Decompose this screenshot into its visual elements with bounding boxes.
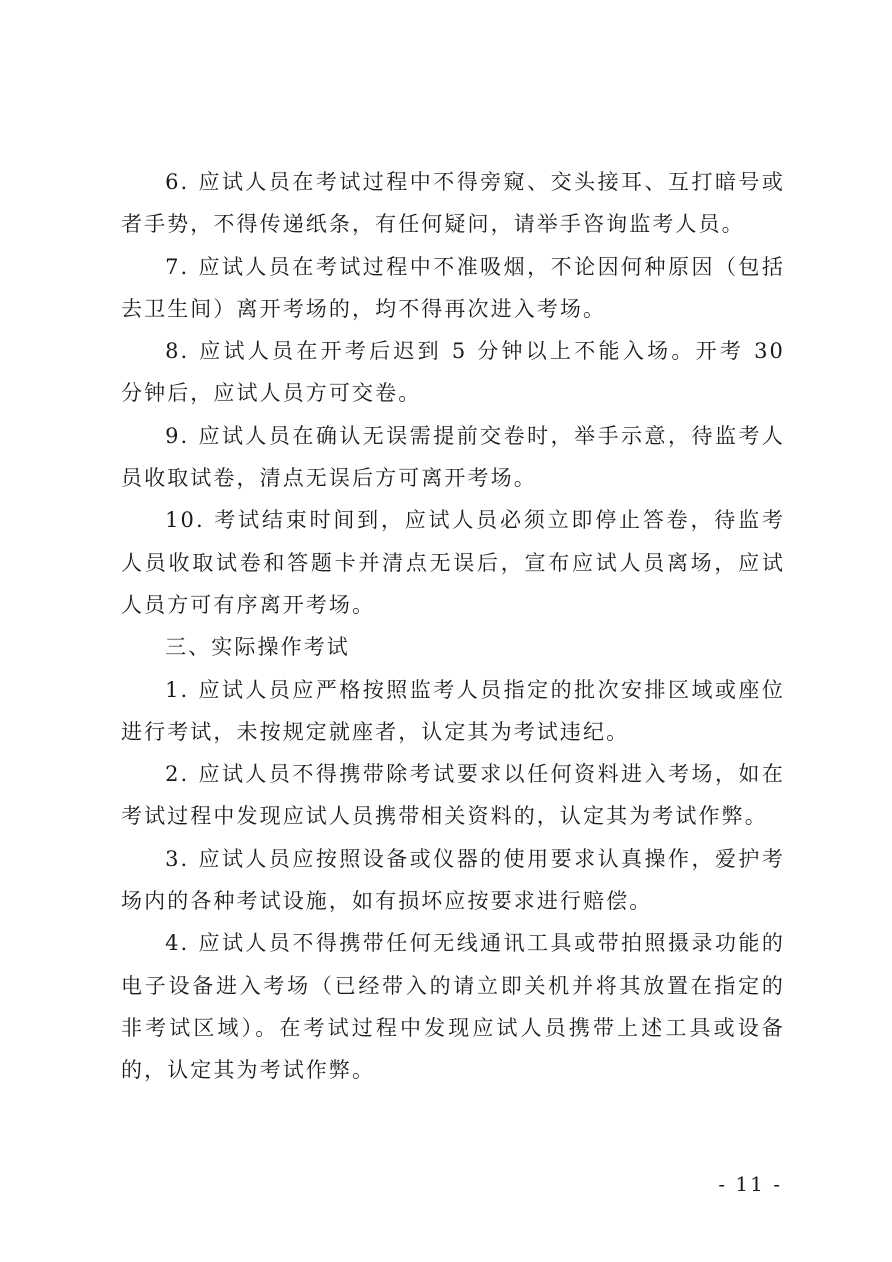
- practical-rule-4-paragraph: 4. 应试人员不得携带任何无线通讯工具或带拍照摄录功能的电子设备进入考场（已经带入的请立即关机并将其放置在指定的非考试区域）。在考试过程中发现应试人员携带上述工具或设备的，认定其为考试作弊。: [121, 931, 785, 1083]
- section-heading-practical-exam: 三、实际操作考试: [165, 635, 350, 660]
- rule-7-paragraph: 7. 应试人员在考试过程中不准吸烟，不论因何种原因（包括去卫生间）离开考场的，均不得再次进入考场。: [121, 254, 785, 321]
- rule-6-paragraph: 6. 应试人员在考试过程中不得旁窥、交头接耳、互打暗号或者手势，不得传递纸条，有任何疑问，请举手咨询监考人员。: [121, 170, 785, 237]
- practical-rule-3-paragraph: 3. 应试人员应按照设备或仪器的使用要求认真操作，爱护考场内的各种考试设施，如有损坏应按要求进行赔偿。: [121, 846, 785, 914]
- page-number: - 11 -: [718, 1172, 782, 1196]
- rule-8-paragraph: 8. 应试人员在开考后迟到 5 分钟以上不能入场。开考 30 分钟后，应试人员方可交卷。: [121, 339, 785, 406]
- rule-10-paragraph: 10. 考试结束时间到，应试人员必须立即停止答卷，待监考人员收取试卷和答题卡并清点无误后，宣布应试人员离场，应试人员方可有序离开考场。: [121, 508, 785, 617]
- rule-9-paragraph: 9. 应试人员在确认无误需提前交卷时，举手示意，待监考人员收取试卷，清点无误后方可离开考场。: [121, 423, 785, 491]
- document-body: [121, 161, 785, 1092]
- practical-rule-2-paragraph: 2. 应试人员不得携带除考试要求以任何资料进入考场，如在考试过程中发现应试人员携带相关资料的，认定其为考试作弊。: [121, 762, 785, 829]
- practical-rule-1-paragraph: 1. 应试人员应严格按照监考人员指定的批次安排区域或座位进行考试，未按规定就座者，认定其为考试违纪。: [121, 677, 785, 744]
